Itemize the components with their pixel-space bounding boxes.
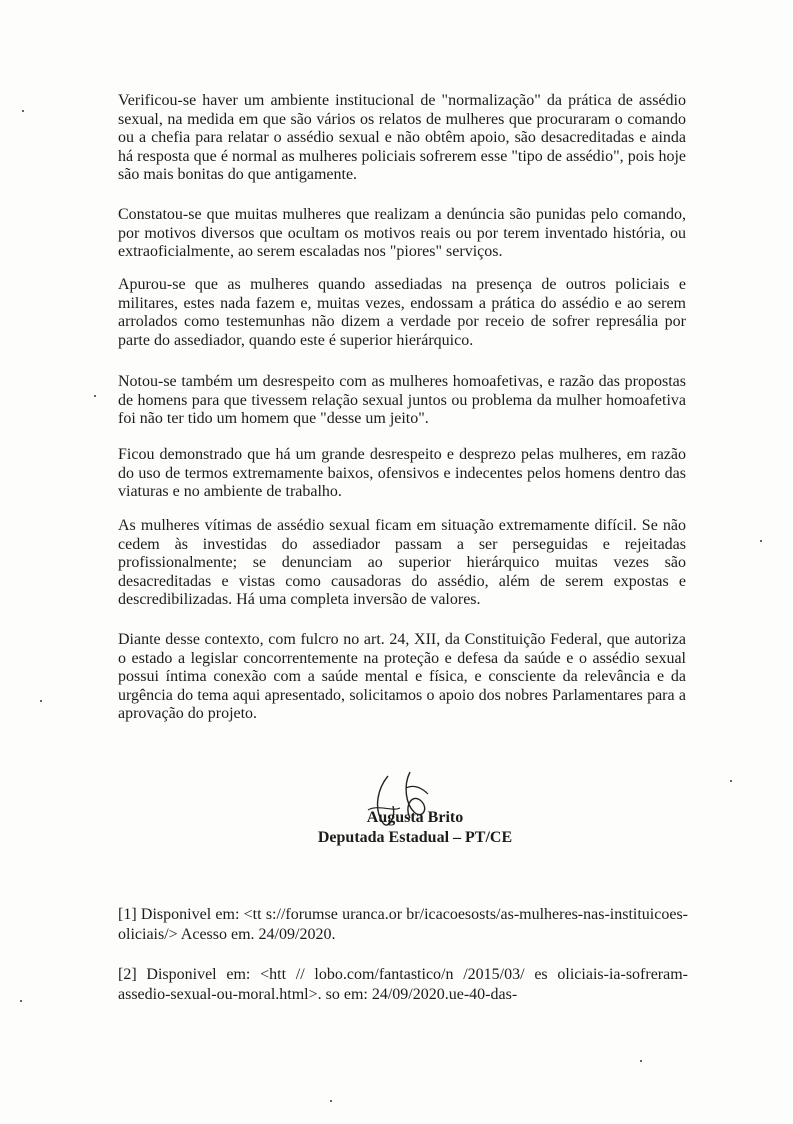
signer-name: Augusta Brito <box>366 809 464 826</box>
paragraph-testemunhas: Apurou-se que as mulheres quando assediadas na presença de outros policiais e militares, estes nada fazem e, muitas vezes, endossam a prática do assédio e ao serem arrolados como testemunhas não dizem a verdade por receio de sofrer represália por parte do assediador, quando este é superior hierárquico. <box>118 276 686 349</box>
footnote-reference-1: [1] Disponivel em: <tt s://forumse uranca.or br/icacoesosts/as-mulheres-nas-instituicoes- oliciais/> Acesso em. 24/09/2020. <box>118 906 688 943</box>
signer-role: Deputada Estadual – PT/CE <box>317 829 513 846</box>
paragraph-desrespeito: Ficou demonstrado que há um grande desrespeito e desprezo pelas mulheres, em razão do uso de termos extremamente baixos, ofensivos e indecentes pelos homens dentro das viaturas e no ambiente de trabalho. <box>118 446 686 500</box>
paragraph-normalizacao: Verificou-se haver um ambiente institucional de "normalização" da prática de assédio sexual, na medida em que são vários os relatos de mulheres que procuraram o comando ou a chefia para relatar o assédio sexual e não obtêm apoio, são desacreditadas e ainda há resposta que é normal as mulheres policiais sofrerem esse "tipo de assédio", pois hoje são mais bonitas do que antigamente. <box>118 92 686 183</box>
signature-block <box>300 808 530 848</box>
scan-speck <box>640 1060 642 1062</box>
scan-speck <box>22 110 24 112</box>
scan-speck <box>760 540 762 542</box>
paragraph-conclusao: Diante desse contexto, com fulcro no art. 24, XII, da Constituição Federal, que autoriza o estado a legislar concorrentemente na proteção e defesa da saúde e o assédio sexual possui íntima conexão com a saúde mental e física, e consciente da relevância e da urgência do tema aqui apresentado, solicitamos o apoio dos nobres Parlamentares para a aprovação do projeto. <box>118 631 686 722</box>
scan-speck <box>330 1100 332 1102</box>
paragraph-vitimas: As mulheres vítimas de assédio sexual ficam em situação extremamente difícil. Se não cedem às investidas do assediador passam a ser perseguidas e rejeitadas profissionalmente; se denunciam ao superior hierárquico muitas vezes são desacreditadas e vistas como causadoras do assédio, além de serem expostas e descredibilizadas. Há uma completa inversão de valores. <box>118 517 686 608</box>
paragraph-denuncia-punida: Constatou-se que muitas mulheres que realizam a denúncia são punidas pelo comando, por motivos diversos que ocultam os motivos reais ou por terem inventado história, ou extraoficialmente, ao serem escaladas nos "piores" serviços. <box>118 206 686 260</box>
paragraph-homoafetivas: Notou-se também um desrespeito com as mulheres homoafetivas, e razão das propostas de homens para que tivessem relação sexual juntos ou problema da mulher homoafetiva foi não ter tido um homem que "desse um jeito". <box>118 373 686 427</box>
scan-speck <box>40 700 42 702</box>
scan-speck <box>94 395 96 397</box>
scan-speck <box>730 780 732 782</box>
scan-speck <box>20 1000 22 1002</box>
footnote-reference-2: [2] Disponivel em: <htt // lobo.com/fantastico/n /2015/03/ es oliciais-ia-sofreram-assedio-sexual-ou-moral.html>. so em: 24/09/2020.ue-40-das- <box>118 966 688 1003</box>
